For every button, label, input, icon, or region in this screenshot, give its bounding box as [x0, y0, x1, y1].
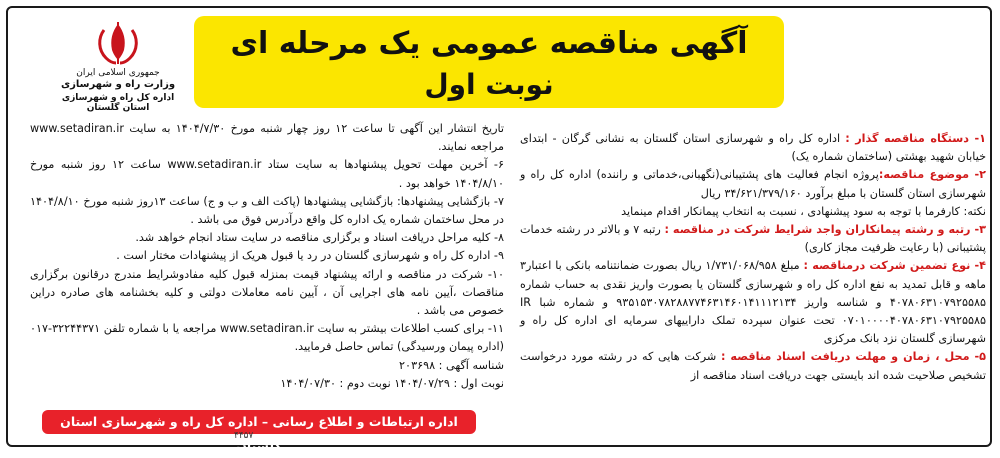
clause-note-text: نکته: کارفرما با توجه به سود پیشنهادی ، نسبت به انتخاب پیمانکار اقدام مینماید	[621, 204, 986, 218]
logo-country: جمهوری اسلامی ایران	[76, 68, 160, 78]
ad-frame	[6, 6, 992, 453]
clause-1-heading: ۱- دستگاه مناقصه گذار :	[845, 132, 986, 145]
ad-title: آگهی مناقصه عمومی یک مرحله ای	[230, 26, 748, 61]
clause-5-text: شرکت هایی که در رشته مورد درخواست تشخیص صلاحیت شده اند بایستی جهت دریافت اسناد مناقصه از	[520, 350, 986, 382]
left-line-9: ۹- اداره کل راه و شهرسازی گلستان در رد یا قبول هریک از پیشنهادات مختار است .	[116, 249, 504, 263]
left-line-10: ۱۰- شرکت در مناقصه و ارائه پیشنهاد قیمت بمنزله قبول کلیه مفادوشرایط مندرج درقانون برگزاری مناقصات ،آیین نامه های اجرایی آن ، آیین نامه معاملات دولتی و کلیه بخشنامه های صادره دراین خصوص می باشد .	[30, 267, 504, 318]
iran-emblem-icon	[92, 20, 144, 66]
ad-subtitle: نوبت اول	[424, 68, 554, 101]
publish-dates: نوبت اول : ۱۴۰۴/۰۷/۲۹ نوبت دوم : ۱۴۰۴/۰۷/۳۰	[280, 376, 504, 390]
clause-3-heading: ۳- رتبه و رشته پیمانکاران واجد شرایط شرکت در مناقصه :	[664, 223, 986, 237]
clause-4	[520, 257, 986, 348]
clause-3-text: رتبه ۷ و بالاتر در رشته خدمات پشتیبانی (با رعایت ظرفیت مجاز کاری)	[520, 223, 986, 255]
left-line-7: ۷- بازگشایی پیشنهادها: بازگشایی پیشنهادها (پاکت الف و ب و ج) ساعت ۱۳روز شنبه مورخ ۱۴۰۴/۸/۱۰ در محل ساختمان شماره یک اداره کل واقع درآدرس فوق می باشد .	[30, 194, 504, 227]
ministry-logo	[48, 20, 188, 116]
clause-4-text: مبلغ ۱/۷۳۱/۰۶۸/۹۵۸ ریال بصورت ضمانتنامه بانکی با اعتبار۳ ماهه و قابل تمدید به نفع اداره کل راه و شهرسازی گلستان یا بصورت واریز نقدی به حساب شماره ۴۰۷۸۰۶۳۱۰۷۹۲۵۵۸۵ و شناسه واریز ۹۳۵۱۵۳۰۷۸۲۸۸۷۷۴۶۳۱۴۶۰۱۴۱۱۱۲۱۳۴ و شماره شبا IR ۰۷۰۱۰۰۰۰۴۰۷۸۰۶۳۱۰۷۹۲۵۵۸۵ تحت عنوان سپرده تملک داراییهای سرمایه ای اداره کل راه و شهرسازی گلستان نزد بانک مرکزی	[520, 259, 986, 346]
left-line-11: ۱۱- برای کسب اطلاعات بیشتر به سایت www.setadiran.ir مراجعه یا با شماره تلفن ۳۲۲۴۴۳۷۱-۰۱۷ (اداره پیمان ورسیدگی) تماس حاصل فرمایید.	[30, 322, 504, 354]
clause-2	[520, 166, 986, 202]
clause-5-heading: ۵- محل ، زمان و مهلت دریافت اسناد مناقصه :	[720, 350, 987, 364]
clause-3	[520, 221, 986, 257]
logo-org: اداره کل راه و شهرسازی استان گلستان	[61, 93, 175, 113]
left-column	[30, 120, 504, 393]
clause-2-text: پروژه انجام فعالیت های پشتیبانی(نگهبانی،خدماتی و راننده) اداره کل راه و شهرسازی استان گلستان با مبلغ برآورد ۳۴/۶۲۱/۳۷۹/۱۶۰ ریال	[520, 168, 986, 200]
left-line-8: ۸- کلیه مراحل دریافت اسناد و برگزاری مناقصه در سایت ستاد انجام خواهد شد.	[135, 231, 504, 245]
ad-id: شناسه آگهی : ۲۰۳۶۹۸	[399, 358, 504, 372]
title-banner	[194, 16, 784, 108]
footer-banner: اداره ارتباطات و اطلاع رسانی – اداره کل راه و شهرسازی استان گلستان	[42, 410, 476, 434]
left-line-1: تاریخ انتشار این آگهی تا ساعت ۱۲ روز چهار شنبه مورخ ۱۴۰۴/۷/۳۰ به سایت www.setadiran.ir مراجعه نمایند.	[30, 122, 504, 154]
right-column	[520, 130, 986, 385]
ad-code: ۴۴۵۷	[234, 431, 254, 441]
logo-ministry: وزارت راه و شهرسازی	[60, 79, 176, 90]
clause-4-heading: ۴- نوع تضمین شرکت درمناقصه :	[803, 259, 986, 273]
clause-1	[520, 130, 986, 166]
left-line-6: ۶- آخرین مهلت تحویل پیشنهادها به سایت ستاد www.setadiran.ir ساعت ۱۲ روز شنبه مورخ ۱۴۰۴/۸/۱۰ خواهد بود .	[30, 158, 504, 190]
clause-2-heading: ۲- موضوع مناقصه:	[878, 168, 986, 182]
clause-1-text: اداره کل راه و شهرسازی استان گلستان به نشانی گرگان - ابتدای خیابان شهید بهشتی (ساختمان شماره یک)	[520, 132, 986, 164]
clause-5	[520, 348, 986, 384]
clause-note	[520, 203, 986, 221]
